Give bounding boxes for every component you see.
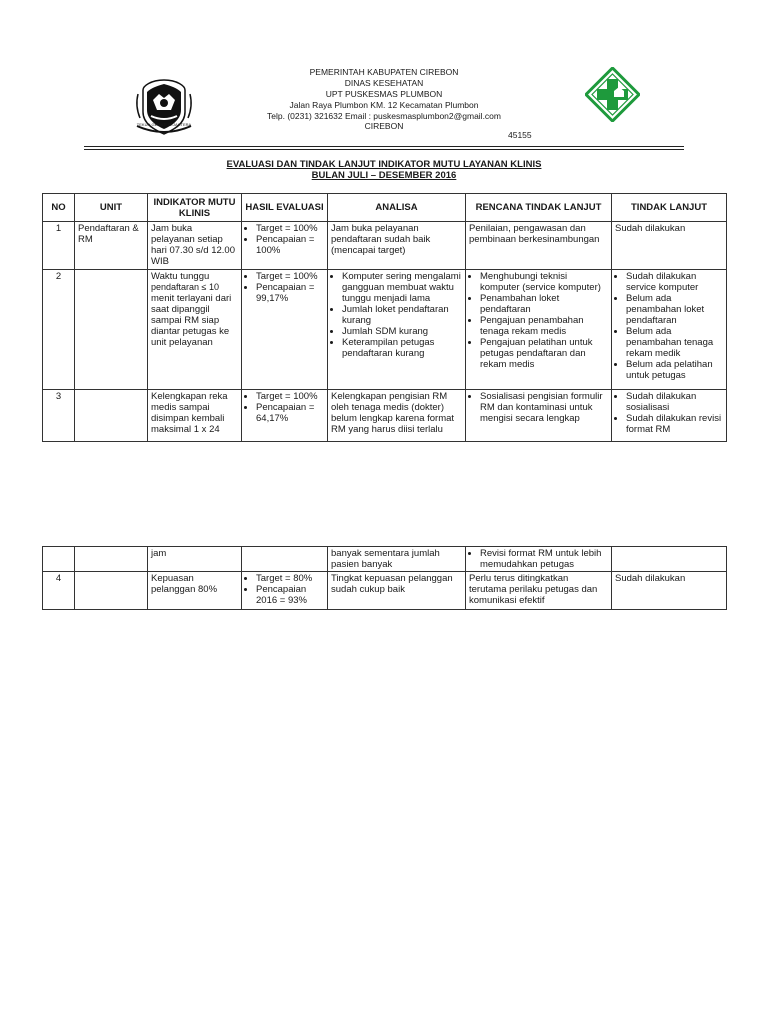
- row-no: 4: [43, 572, 75, 610]
- col-header-analisa: ANALISA: [328, 194, 466, 222]
- table-row: [43, 222, 727, 270]
- hasil-item: • Pencapaian = 100%: [256, 234, 324, 256]
- col-header-tindak: TINDAK LANJUT: [612, 194, 727, 222]
- row-unit: Pendaftaran & RM: [75, 222, 148, 270]
- hasil-item: • Pencapaian = 64,17%: [256, 402, 324, 424]
- row-rencana: [466, 547, 612, 572]
- analisa-item: • Jumlah loket pendaftaran kurang: [342, 304, 462, 326]
- dept-line: DINAS KESEHATAN: [344, 78, 424, 88]
- row-rencana: [466, 390, 612, 442]
- row-tindak: [612, 390, 727, 442]
- row-indikator: jam: [148, 547, 242, 572]
- row-rencana: Penilaian, pengawasan dan pembinaan berkesinambungan: [466, 222, 612, 270]
- hasil-item: • Pencapaian = 99,17%: [256, 282, 324, 304]
- row-indikator: Jam buka pelayanan setiap hari 07.30 s/d 12.00 WIB: [148, 222, 242, 270]
- hasil-item: • Pencapaian 2016 = 93%: [256, 584, 324, 606]
- row-unit: [75, 572, 148, 610]
- col-header-hasil: HASIL EVALUASI: [242, 194, 328, 222]
- indikator-part: pendaftaran ≤ 10: [151, 282, 219, 292]
- row-hasil: [242, 270, 328, 390]
- row-hasil: [242, 390, 328, 442]
- row-rencana: [466, 270, 612, 390]
- tindak-item: • Belum ada penambahan tenaga rekam medik: [626, 326, 723, 359]
- row-unit: [75, 270, 148, 390]
- row-indikator: Kepuasan pelanggan 80%: [148, 572, 242, 610]
- col-header-unit: UNIT: [75, 194, 148, 222]
- row-tindak: Sudah dilakukan: [612, 222, 727, 270]
- row-indikator: [148, 270, 242, 390]
- row-no: 2: [43, 270, 75, 390]
- row-unit: [75, 390, 148, 442]
- rencana-item: • Pengajuan penambahan tenaga rekam medis: [480, 315, 608, 337]
- table-header-row: [43, 194, 727, 222]
- row-no: [43, 547, 75, 572]
- row-hasil: [242, 547, 328, 572]
- col-header-no: NO: [43, 194, 75, 222]
- hasil-item: • Target = 100%: [256, 223, 324, 234]
- rencana-item: • Penambahan loket pendaftaran: [480, 293, 608, 315]
- rencana-item: • Sosialisasi pengisian formulir RM dan kontaminasi untuk mengisi secara lengkap: [480, 391, 608, 424]
- indikator-part: menit terlayani dari saat dipanggil sampai RM siap diantar petugas ke unit pelayanan: [151, 293, 232, 348]
- analisa-item: • Keterampilan petugas pendaftaran kurang: [342, 337, 462, 359]
- header-rule-thick: [84, 146, 684, 147]
- col-header-indikator: INDIKATOR MUTU KLINIS: [148, 194, 242, 222]
- institution-name: UPT PUSKESMAS PLUMBON: [325, 89, 443, 99]
- header-rule-thin: [84, 149, 684, 150]
- table-row: [43, 270, 727, 390]
- row-no: 3: [43, 390, 75, 442]
- evaluation-table-continued: [42, 546, 727, 610]
- table-row: [43, 390, 727, 442]
- analisa-item: • Komputer sering mengalami gangguan membuat waktu tunggu menjadi lama: [342, 271, 462, 304]
- row-indikator: Kelengkapan reka medis sampai disimpan kembali maksimal 1 x 24: [148, 390, 242, 442]
- gov-line: PEMERINTAH KABUPATEN CIREBON: [309, 67, 459, 77]
- row-unit: [75, 547, 148, 572]
- tindak-item: • Belum ada penambahan loket pendaftaran: [626, 293, 723, 326]
- contact-line: Telp. (0231) 321632 Email : puskesmasplumbon2@gmail.com: [267, 111, 501, 121]
- row-analisa: banyak sementara jumlah pasien banyak: [328, 547, 466, 572]
- col-header-rencana: RENCANA TINDAK LANJUT: [466, 194, 612, 222]
- tindak-item: • Sudah dilakukan revisi format RM: [626, 413, 723, 435]
- row-tindak: [612, 547, 727, 572]
- document-title: EVALUASI DAN TINDAK LANJUT INDIKATOR MUTU LAYANAN KLINIS: [226, 159, 542, 170]
- postal-code: 45155: [508, 130, 532, 140]
- table-row-continued: [43, 547, 727, 572]
- hasil-item: • Target = 100%: [256, 391, 324, 402]
- row-hasil: [242, 572, 328, 610]
- row-tindak: [612, 270, 727, 390]
- row-analisa: Kelengkapan pengisian RM oleh tenaga medis (dokter) belum lengkap karena format RM yang harus diisi terlalu: [328, 390, 466, 442]
- row-hasil: [242, 222, 328, 270]
- rencana-item: • Pengajuan pelatihan untuk petugas pendaftaran dan rekam medis: [480, 337, 608, 370]
- rencana-item: • Revisi format RM untuk lebih memudahkan petugas: [480, 548, 608, 570]
- hasil-item: • Target = 80%: [256, 573, 324, 584]
- tindak-item: • Belum ada pelatihan untuk petugas: [626, 359, 723, 381]
- row-tindak: Sudah dilakukan: [612, 572, 727, 610]
- row-analisa: [328, 270, 466, 390]
- table-row: [43, 572, 727, 610]
- row-analisa: Jam buka pelayanan pendaftaran sudah baik (mencapai target): [328, 222, 466, 270]
- hasil-item: • Target = 100%: [256, 271, 324, 282]
- seal-motto: TEKUN GEMATI SEJAHTERA: [136, 122, 192, 127]
- evaluation-table: [42, 193, 727, 442]
- document-period: BULAN JULI – DESEMBER 2016: [311, 170, 457, 181]
- row-no: 1: [43, 222, 75, 270]
- city-line: CIREBON: [364, 121, 404, 131]
- tindak-item: • Sudah dilakukan sosialisasi: [626, 391, 723, 413]
- analisa-item: • Jumlah SDM kurang: [342, 326, 462, 337]
- rencana-item: • Menghubungi teknisi komputer (service komputer): [480, 271, 608, 293]
- address-line: Jalan Raya Plumbon KM. 12 Kecamatan Plumbon: [289, 100, 479, 110]
- indikator-part: Waktu tunggu: [151, 271, 210, 282]
- row-rencana: Perlu terus ditingkatkan terutama perilaku petugas dan komunikasi efektif: [466, 572, 612, 610]
- tindak-item: • Sudah dilakukan service komputer: [626, 271, 723, 293]
- row-analisa: Tingkat kepuasan pelanggan sudah cukup baik: [328, 572, 466, 610]
